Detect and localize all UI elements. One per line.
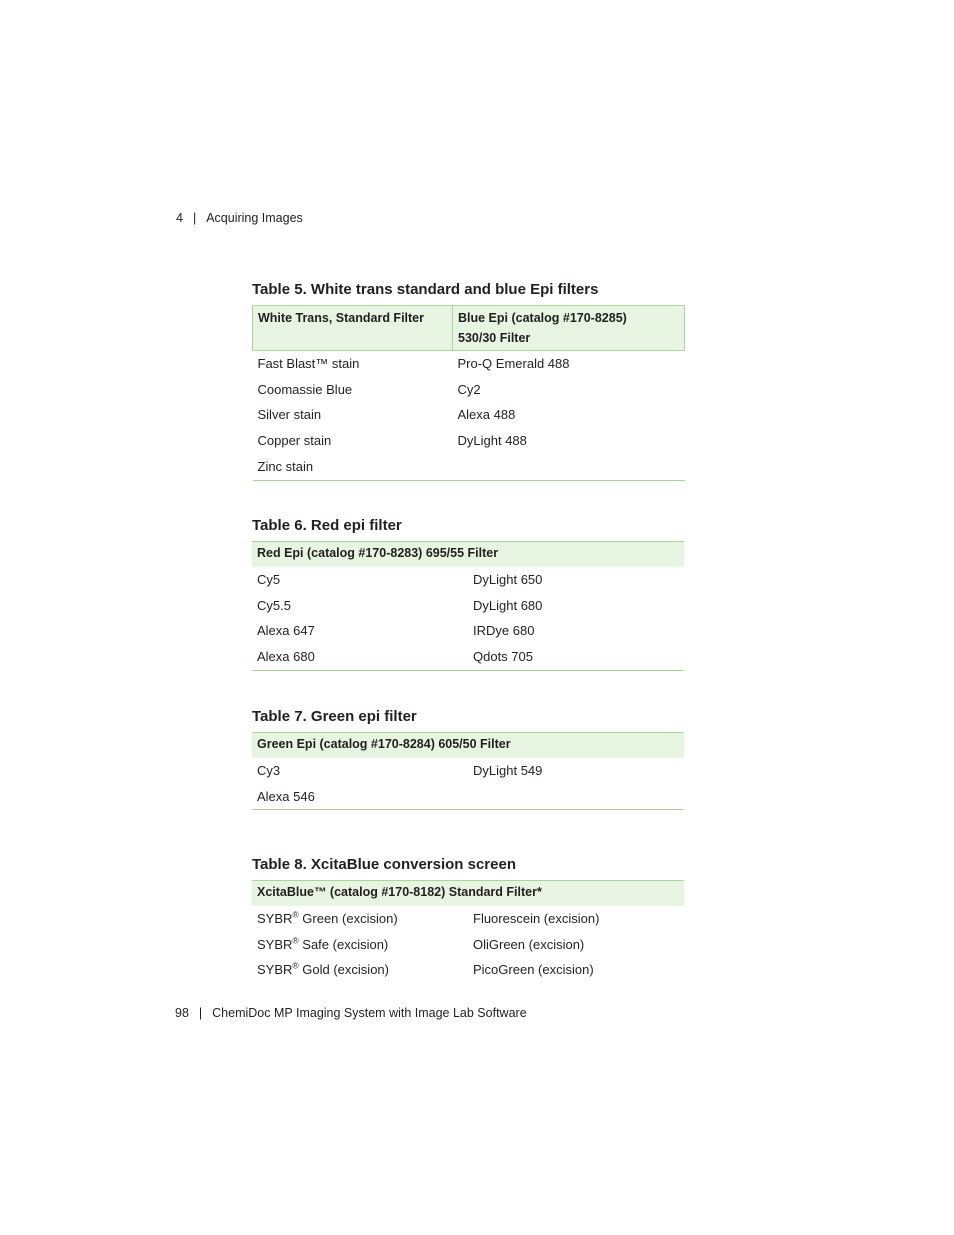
table-header-row (252, 542, 684, 568)
table-8-title: Table 8. XcitaBlue conversion screen (252, 856, 516, 873)
table-cell: Cy5 (257, 572, 281, 587)
separator: | (192, 211, 197, 225)
registered-mark: ® (292, 935, 299, 946)
table-cell: PicoGreen (excision) (473, 962, 594, 978)
column-header: XcitaBlue™ (catalog #170-8182) Standard Filter* (252, 881, 684, 907)
table-6-title: Table 6. Red epi filter (252, 517, 402, 534)
table-cell (453, 454, 685, 480)
table-row (253, 428, 685, 454)
table-cell: Alexa 488 (457, 407, 516, 423)
table-cell: Zinc stain (253, 454, 453, 480)
table-cell: Cy3 (257, 763, 281, 778)
table-row (252, 932, 684, 958)
table-cell: DyLight 549 (473, 763, 543, 778)
table-row (252, 644, 684, 670)
table-row (252, 957, 684, 983)
table-row (252, 593, 684, 619)
table-cell: Alexa 546 (252, 784, 468, 810)
table-cell: Alexa 680 (252, 644, 468, 670)
table-5-grid (252, 305, 685, 481)
column-header: Blue Epi (catalog #170-8285) 530/30 Filter (453, 306, 685, 351)
table-8-grid (252, 880, 684, 983)
table-cell: OliGreen (excision) (473, 936, 585, 952)
chapter-number: 4 (176, 211, 183, 225)
table-cell: IRDye 680 (473, 623, 535, 639)
table-5 (252, 281, 684, 481)
table-cell: SYBR® Safe (excision) (257, 935, 389, 952)
table-header-row (252, 881, 684, 907)
table-cell: Qdots 705 (468, 644, 684, 670)
table-cell: Cy5.5 (257, 597, 291, 613)
separator: | (198, 1006, 203, 1020)
table-row (252, 618, 684, 644)
table-row (252, 758, 684, 784)
table-cell: Pro-Q Emerald 488 (457, 356, 570, 371)
table-cell: Fluorescein (excision) (473, 911, 600, 926)
table-cell: Fast Blast™ stain (257, 356, 360, 371)
table-row (252, 567, 684, 593)
table-row (253, 377, 685, 403)
chapter-title: Acquiring Images (206, 211, 303, 225)
table-6-grid (252, 541, 684, 671)
table-cell: Cy2 (457, 381, 481, 397)
table-8 (252, 856, 684, 983)
table-cell: DyLight 488 (457, 433, 527, 449)
table-cell (468, 784, 684, 810)
registered-mark: ® (292, 961, 299, 972)
table-cell: DyLight 680 (473, 597, 543, 613)
table-header-row (253, 306, 685, 351)
table-cell: Silver stain (257, 407, 322, 423)
table-row (253, 351, 685, 377)
table-row (252, 784, 684, 810)
table-cell: Copper stain (257, 433, 332, 449)
table-7 (252, 708, 684, 810)
column-header: Green Epi (catalog #170-8284) 605/50 Filter (252, 733, 684, 759)
table-cell: Coomassie Blue (257, 381, 353, 397)
table-5-title: Table 5. White trans standard and blue Epi filters (252, 281, 599, 298)
registered-mark: ® (292, 909, 299, 920)
column-header: Red Epi (catalog #170-8283) 695/55 Filter (252, 542, 684, 568)
table-row (252, 906, 684, 932)
table-cell: DyLight 650 (473, 572, 543, 587)
page-number: 98 (175, 1006, 189, 1020)
table-cell: SYBR® Gold (excision) (257, 961, 389, 978)
table-cell: SYBR® Green (excision) (257, 909, 398, 926)
table-row (253, 402, 685, 428)
book-title: ChemiDoc MP Imaging System with Image Lab Software (212, 1006, 527, 1020)
page-footer (175, 1006, 527, 1020)
table-cell: Alexa 647 (257, 623, 315, 639)
table-row (253, 454, 685, 480)
column-header: White Trans, Standard Filter (253, 306, 453, 351)
table-6 (252, 517, 684, 671)
running-header (176, 211, 303, 225)
table-header-row (252, 733, 684, 759)
table-7-grid (252, 732, 684, 810)
table-7-title: Table 7. Green epi filter (252, 708, 417, 725)
